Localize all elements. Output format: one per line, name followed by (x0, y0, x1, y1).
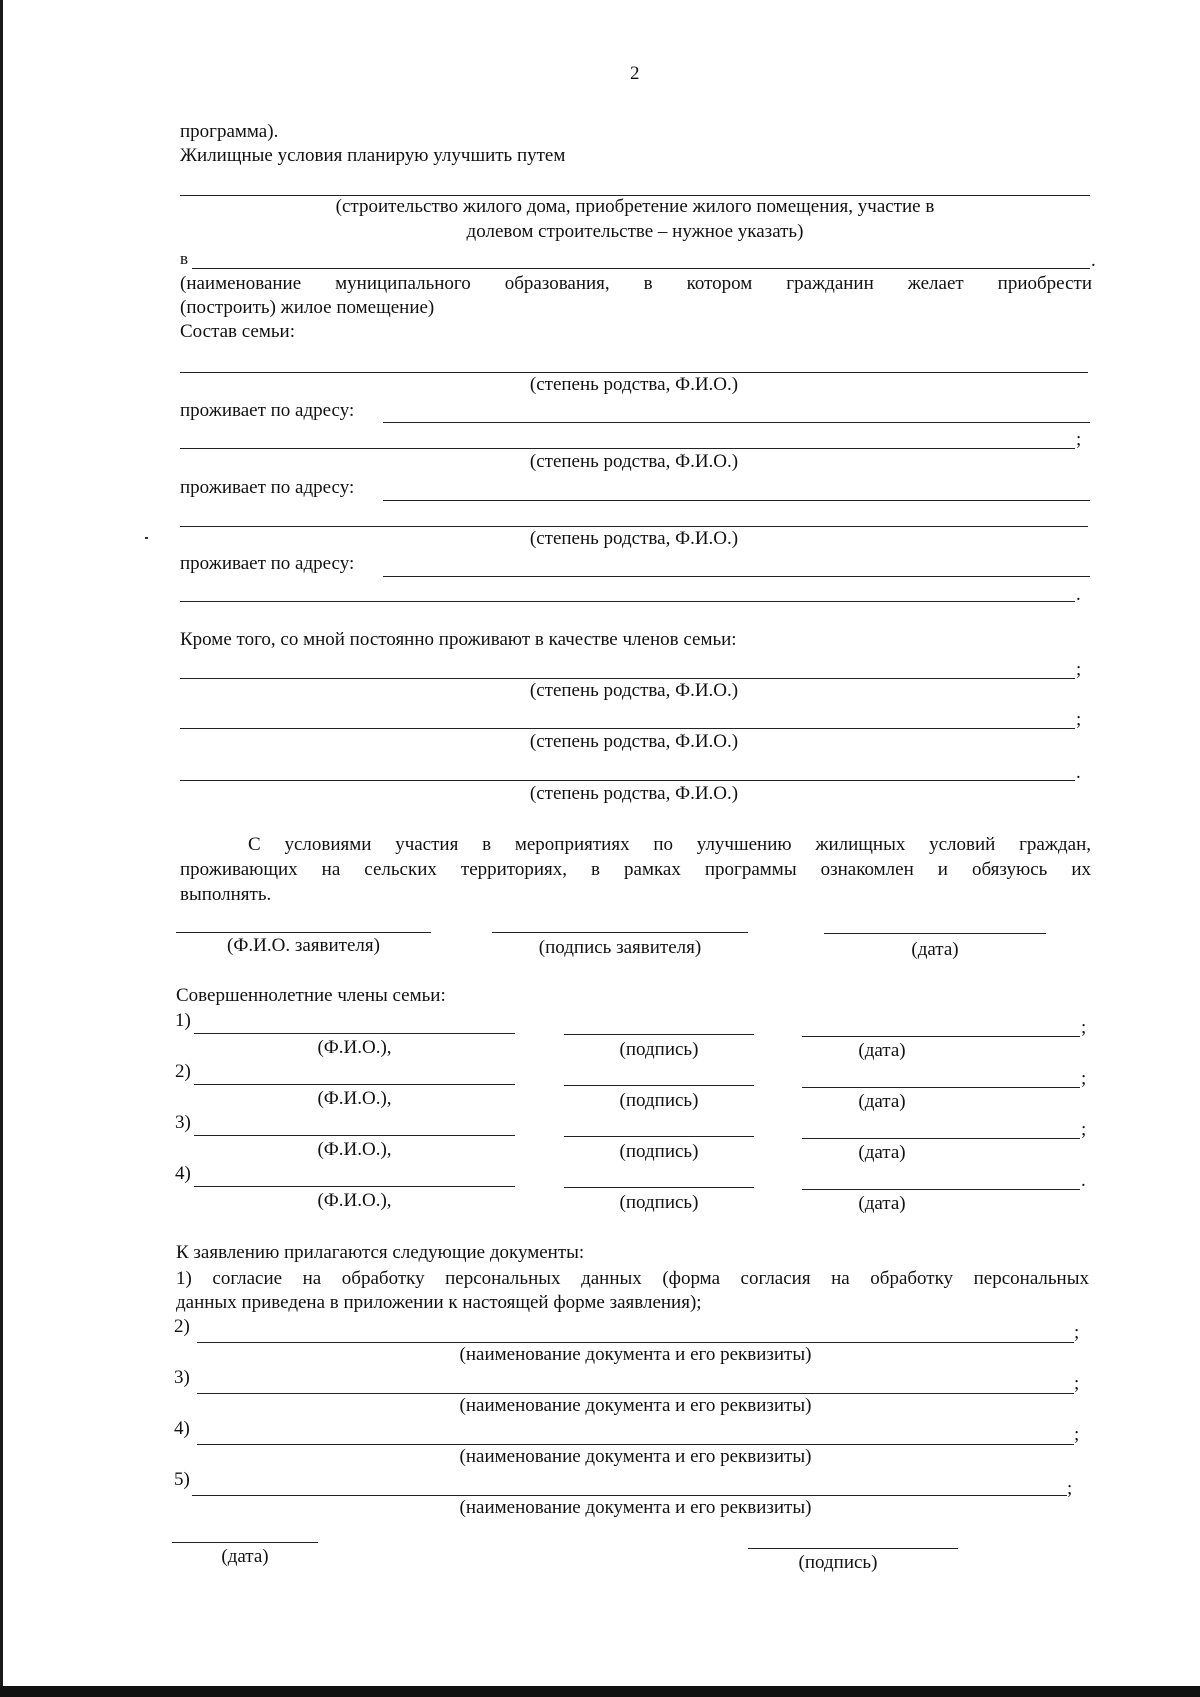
adult-member-3-signature-hint: (подпись) (619, 1141, 699, 1162)
address-label-3: проживает по адресу: (180, 553, 355, 574)
documents-item-1-line-2: данных приведена в приложении к настоящей форме заявления); (176, 1292, 702, 1313)
adult-member-4-signature-field[interactable] (564, 1187, 754, 1188)
adult-member-2-semicolon: ; (1081, 1068, 1087, 1089)
document-4-semicolon: ; (1074, 1424, 1080, 1445)
additional-member-2-semicolon: ; (1076, 709, 1082, 730)
adult-member-1-semicolon: ; (1081, 1017, 1087, 1038)
municipality-hint-1: (наименование муниципального образования, в котором гражданин желает приобрести (180, 273, 1092, 294)
address-label-1: проживает по адресу: (180, 400, 355, 421)
family-member-1-field[interactable] (180, 372, 1088, 373)
document-4-number: 4) (174, 1418, 190, 1439)
terms-line-3: выполнять. (180, 884, 272, 905)
adult-member-2-name-field[interactable] (194, 1084, 515, 1085)
additional-member-3-field[interactable] (180, 780, 1075, 781)
adult-member-2-date-hint: (дата) (858, 1091, 906, 1112)
improvement-method-hint-1: (строительство жилого дома, приобретение жилого помещения, участие в (335, 196, 935, 217)
adult-member-3-signature-field[interactable] (564, 1136, 754, 1137)
additional-member-2-field[interactable] (180, 728, 1075, 729)
adult-member-1-signature-field[interactable] (564, 1034, 754, 1035)
adult-member-1-number: 1) (175, 1010, 191, 1031)
prefix-v: в (180, 249, 189, 268)
adult-member-3-name-field[interactable] (194, 1135, 515, 1136)
adult-member-1-date-hint: (дата) (858, 1040, 906, 1061)
adult-member-3-date-hint: (дата) (858, 1142, 906, 1163)
adult-member-4-number: 4) (175, 1163, 191, 1184)
documents-item-1-line-1: 1) согласие на обработку персональных данных (форма согласия на обработку персональных (176, 1268, 1089, 1289)
family-title: Состав семьи: (180, 321, 296, 342)
document-2-semicolon: ; (1074, 1322, 1080, 1343)
municipality-hint-2: (построить) жилое помещение) (180, 297, 435, 318)
family-member-3-hint: (степень родства, Ф.И.О.) (529, 528, 739, 549)
family-member-1-hint: (степень родства, Ф.И.О.) (529, 374, 739, 395)
adult-member-4-name-hint: (Ф.И.О.), (317, 1190, 392, 1211)
applicant-date-hint: (дата) (911, 939, 959, 960)
address-3-field[interactable] (383, 576, 1090, 577)
page-bottom-edge (0, 1686, 1200, 1697)
adult-member-4-date-hint: (дата) (858, 1193, 906, 1214)
adult-members-title: Совершеннолетние члены семьи: (176, 985, 446, 1006)
page-left-edge (0, 0, 3, 1697)
address-2-field[interactable] (383, 500, 1090, 501)
adult-member-1-signature-hint: (подпись) (619, 1039, 699, 1060)
document-3-number: 3) (174, 1367, 190, 1388)
intro-line-1: программа). (180, 121, 279, 142)
document-2-hint: (наименование документа и его реквизиты) (459, 1344, 812, 1365)
additional-member-1-hint: (степень родства, Ф.И.О.) (529, 680, 739, 701)
family-member-3-field[interactable] (180, 526, 1088, 527)
address-1-semicolon: ; (1076, 429, 1082, 450)
additional-member-3-hint: (степень родства, Ф.И.О.) (529, 783, 739, 804)
adult-member-2-signature-hint: (подпись) (619, 1090, 699, 1111)
final-date-hint: (дата) (221, 1546, 269, 1567)
family-member-2-hint: (степень родства, Ф.И.О.) (529, 451, 739, 472)
address-1-field[interactable] (383, 422, 1090, 423)
document-3-field[interactable] (197, 1393, 1074, 1394)
applicant-signature-field[interactable] (492, 932, 748, 933)
improvement-method-hint-2: долевом строительстве – нужное указать) (466, 221, 804, 242)
document-5-field[interactable] (192, 1495, 1067, 1496)
applicant-date-field[interactable] (824, 933, 1046, 934)
document-5-semicolon: ; (1067, 1478, 1073, 1499)
adult-member-4-signature-hint: (подпись) (619, 1192, 699, 1213)
adult-member-3-name-hint: (Ф.И.О.), (317, 1139, 392, 1160)
additional-members-title: Кроме того, со мной постоянно проживают в качестве членов семьи: (180, 629, 737, 650)
adult-member-2-signature-field[interactable] (564, 1085, 754, 1086)
adult-member-1-name-hint: (Ф.И.О.), (317, 1037, 392, 1058)
scan-speck (145, 537, 148, 539)
document-5-number: 5) (174, 1469, 190, 1490)
adult-member-1-date-field[interactable] (802, 1036, 1080, 1037)
intro-line-2: Жилищные условия планирую улучшить путем (180, 145, 566, 166)
additional-member-1-semicolon: ; (1076, 659, 1082, 680)
adult-member-2-name-hint: (Ф.И.О.), (317, 1088, 392, 1109)
documents-title: К заявлению прилагаются следующие документы: (176, 1242, 585, 1263)
municipality-field[interactable] (192, 268, 1090, 269)
address-label-2: проживает по адресу: (180, 477, 355, 498)
document-2-field[interactable] (197, 1342, 1074, 1343)
document-3-hint: (наименование документа и его реквизиты) (459, 1395, 812, 1416)
applicant-name-field[interactable] (176, 932, 431, 933)
document-3-semicolon: ; (1074, 1373, 1080, 1394)
page-number: 2 (630, 63, 640, 84)
final-signature-field[interactable] (748, 1548, 958, 1549)
final-signature-hint: (подпись) (798, 1552, 878, 1573)
adult-member-2-number: 2) (175, 1061, 191, 1082)
adult-member-4-date-field[interactable] (802, 1189, 1080, 1190)
adult-member-4-name-field[interactable] (194, 1186, 515, 1187)
applicant-name-hint: (Ф.И.О. заявителя) (227, 935, 380, 956)
document-4-hint: (наименование документа и его реквизиты) (459, 1446, 812, 1467)
final-date-field[interactable] (172, 1542, 318, 1543)
address-1-field-continued[interactable] (180, 448, 1075, 449)
document-5-hint: (наименование документа и его реквизиты) (459, 1497, 812, 1518)
adult-member-4-period: . (1081, 1170, 1086, 1191)
adult-member-3-semicolon: ; (1081, 1119, 1087, 1140)
additional-member-1-field[interactable] (180, 678, 1075, 679)
adult-member-3-date-field[interactable] (802, 1138, 1080, 1139)
address-3-period: . (1076, 584, 1081, 605)
applicant-signature-hint: (подпись заявителя) (538, 937, 702, 958)
document-4-field[interactable] (197, 1444, 1074, 1445)
additional-member-2-hint: (степень родства, Ф.И.О.) (529, 731, 739, 752)
adult-member-3-number: 3) (175, 1112, 191, 1133)
address-3-field-continued[interactable] (180, 601, 1075, 602)
document-2-number: 2) (174, 1316, 190, 1337)
adult-member-1-name-field[interactable] (194, 1033, 515, 1034)
additional-member-3-period: . (1076, 762, 1081, 783)
adult-member-2-date-field[interactable] (802, 1087, 1080, 1088)
terms-line-2: проживающих на сельских территориях, в рамках программы ознакомлен и обязуюсь их (180, 859, 1091, 880)
municipality-period: . (1091, 250, 1096, 271)
terms-line-1: С условиями участия в мероприятиях по улучшению жилищных условий граждан, (248, 834, 1091, 855)
